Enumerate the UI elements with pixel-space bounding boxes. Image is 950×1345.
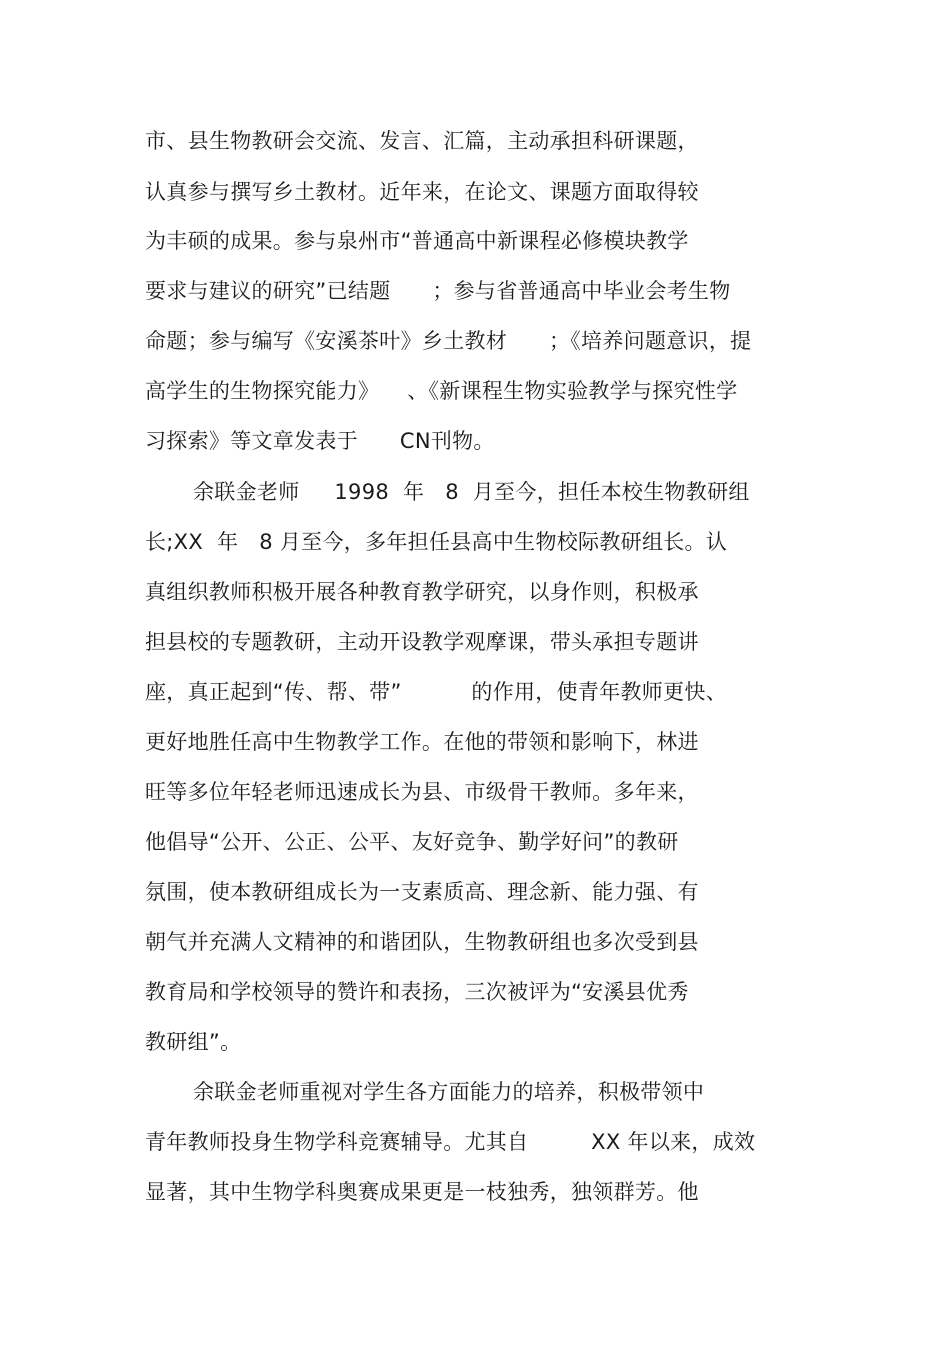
text-line: 旺等多位年轻老师迅速成长为县、市级骨干教师。多年来，	[145, 780, 699, 804]
text-line: 认真参与撰写乡土教材。近年来，在论文、课题方面取得较	[145, 180, 699, 204]
text-line: 高学生的生物探究能力》 、《新课程生物实验教学与探究性学	[145, 379, 738, 403]
text-line: 更好地胜任高中生物教学工作。在他的带领和影响下，林进	[145, 730, 699, 754]
paragraph-first-line: 余联金老师 1998 年 8 月至今，担任本校生物教研组	[193, 480, 750, 504]
text-line: 他倡导“公开、公正、公平、友好竞争、勤学好问”的教研	[145, 830, 679, 854]
text-line: 教研组”。	[145, 1030, 242, 1054]
text-line: 市、县生物教研会交流、发言、汇篇，主动承担科研课题，	[145, 129, 699, 153]
paragraph-first-line: 余联金老师重视对学生各方面能力的培养，积极带领中	[193, 1080, 705, 1104]
text-line: 座，真正起到“传、帮、带” 的作用，使青年教师更快、	[145, 680, 728, 704]
text-line: 习探索》等文章发表于 CN刊物。	[145, 429, 495, 453]
text-line: 显著，其中生物学科奥赛成果更是一枝独秀，独领群芳。他	[145, 1180, 699, 1204]
text-line: 长;XX 年 8 月至今，多年担任县高中生物校际教研组长。认	[145, 530, 728, 554]
text-line: 朝气并充满人文精神的和谐团队，生物教研组也多次受到县	[145, 930, 699, 954]
text-line: 青年教师投身生物学科竞赛辅导。尤其自 XX 年以来，成效	[145, 1130, 756, 1154]
text-line: 为丰硕的成果。参与泉州市“普通高中新课程必修模块教学	[145, 229, 689, 253]
text-line: 教育局和学校领导的赞许和表扬，三次被评为“安溪县优秀	[145, 980, 689, 1004]
text-line: 命题；参与编写《安溪茶叶》乡土教材 ；《培养问题意识，提	[145, 329, 752, 353]
text-line: 要求与建议的研究”已结题 ；参与省普通高中毕业会考生物	[145, 279, 731, 303]
text-line: 氛围，使本教研组成长为一支素质高、理念新、能力强、有	[145, 880, 699, 904]
text-line: 真组织教师积极开展各种教育教学研究，以身作则，积极承	[145, 580, 699, 604]
text-line: 担县校的专题教研，主动开设教学观摩课，带头承担专题讲	[145, 630, 699, 654]
